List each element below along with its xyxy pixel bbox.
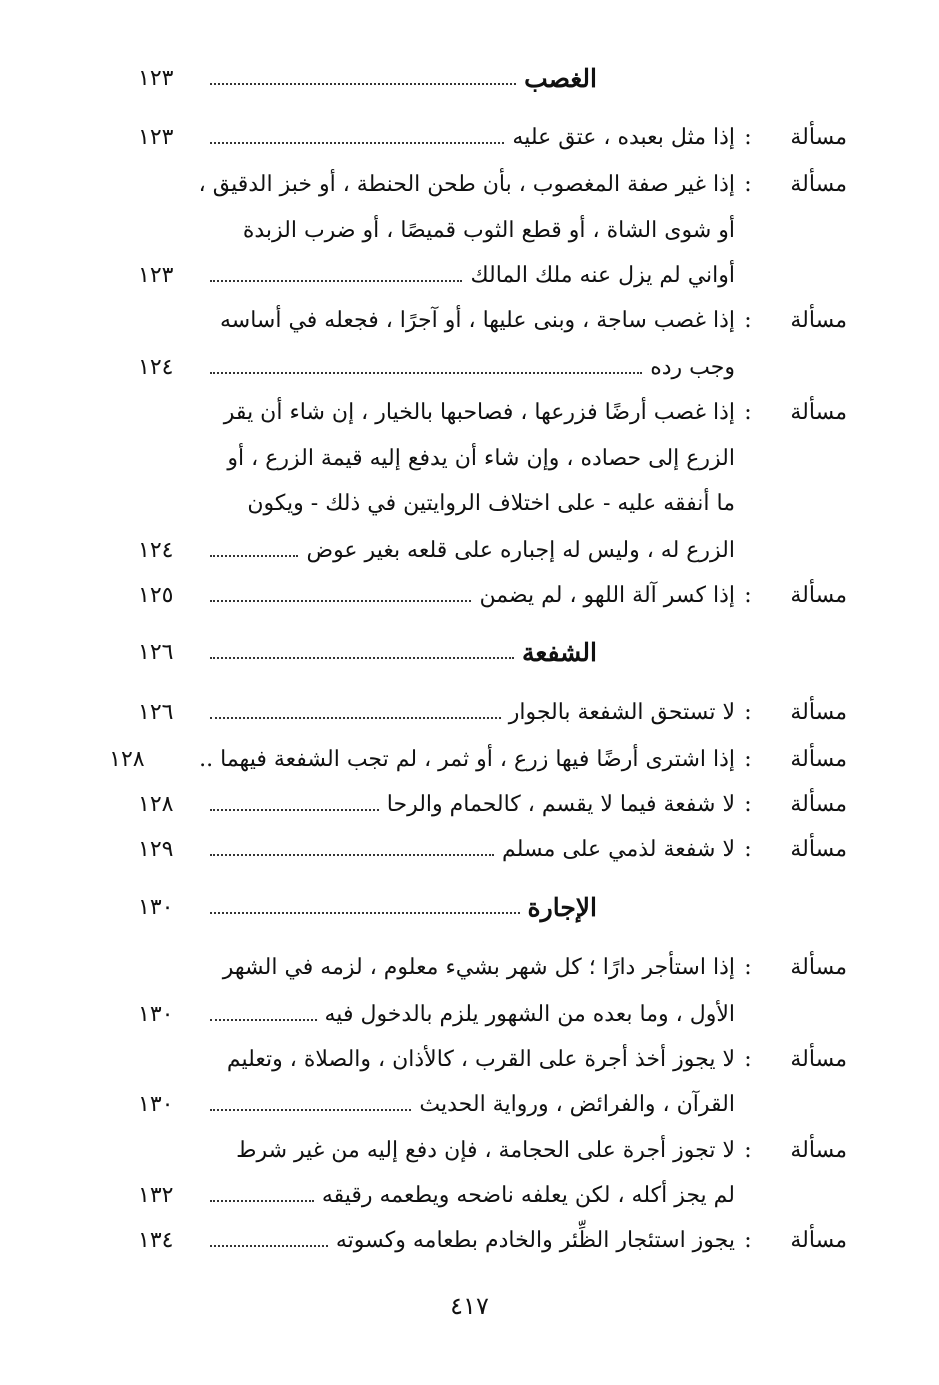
- page-number: ١٢٣: [138, 124, 174, 150]
- page-number: ١٢٣: [138, 65, 174, 91]
- entry-label: مسألة: [790, 699, 847, 725]
- index-entry-continuation: [138, 345, 847, 389]
- leader-dots: [210, 1019, 317, 1021]
- index-entry-continuation: [138, 528, 847, 572]
- entry-label: مسألة: [790, 124, 847, 150]
- entry-text: الأول ، وما بعده من الشهور يلزم بالدخول فيه: [324, 1001, 735, 1027]
- index-entry-continuation: [138, 481, 847, 525]
- entry-label: مسألة: [790, 1227, 847, 1253]
- entry-label: مسألة: [790, 1046, 847, 1072]
- page-number: ١٢٨: [138, 791, 174, 817]
- page-number: ١٢٦: [138, 639, 174, 665]
- entry-text: إذا كسر آلة اللهو ، لم يضمن: [479, 582, 735, 608]
- entry-text: لا شفعة لذمي على مسلم: [502, 836, 735, 862]
- entry-label: مسألة: [790, 836, 847, 862]
- entry-text: ما أنفقه عليه - على اختلاف الروايتين في ذلك - ويكون: [247, 490, 735, 516]
- section-heading-shufa: [138, 630, 847, 674]
- entry-text: لم يجز أكله ، لكن يعلفه ناضحه ويطعمه رقيقه: [321, 1182, 735, 1208]
- index-entry: مسألة : إذا اشترى أرضًا فيها زرع ، أو ثمر ، لم تجب الشفعة فيهما .. ١٢٨: [109, 746, 847, 772]
- index-entry-continuation: [138, 1173, 847, 1217]
- page-number: ١٢٤: [138, 354, 174, 380]
- entry-text: الزرع إلى حصاده ، وإن شاء أن يدفع إليه قيمة الزرع ، أو: [227, 445, 735, 471]
- entry-label: مسألة: [790, 582, 847, 608]
- leader-dots: [210, 912, 520, 914]
- leader-dots: [210, 1109, 411, 1111]
- leader-dots: [181, 764, 191, 766]
- footer-page-number: ٤١٧: [450, 1292, 489, 1320]
- index-entry: مسألة : إذا غصب ساجة ، وبنى عليها ، أو آجرًا ، فجعله في أساسه: [219, 307, 847, 333]
- entry-text: القرآن ، والفرائض ، ورواية الحديث: [419, 1091, 735, 1117]
- page-number: ١٣٢: [138, 1182, 174, 1208]
- entry-text: يجوز استئجار الظِّئر والخادم بطعامه وكسوته: [335, 1227, 735, 1253]
- index-entry-continuation: [138, 992, 847, 1036]
- entry-text: لا تستحق الشفعة بالجوار: [508, 699, 735, 725]
- index-entry: مسألة : لا تستحق الشفعة بالجوار ١٢٦: [138, 699, 847, 725]
- entry-text: أواني لم يزل عنه ملك المالك: [470, 262, 735, 288]
- leader-dots: [210, 372, 642, 374]
- index-entry: مسألة : إذا غصب أرضًا فزرعها ، فصاحبها بالخيار ، إن شاء أن يقر: [223, 399, 847, 425]
- page-number: ١٢٨: [109, 746, 145, 772]
- entry-text: إذا مثل بعبده ، عتق عليه: [512, 124, 735, 150]
- entry-text: إذا استأجر دارًا ؛ كل شهر بشيء معلوم ، لزمه في الشهر: [222, 954, 735, 980]
- entry-text: لا يجوز أخذ أجرة على القرب ، كالأذان ، والصلاة ، وتعليم: [226, 1046, 735, 1072]
- page-number: ١٢٤: [138, 537, 174, 563]
- index-entry: مسألة : إذا كسر آلة اللهو ، لم يضمن ١٢٥: [138, 582, 847, 608]
- entry-label: مسألة: [790, 791, 847, 817]
- section-title: الشفعة: [522, 637, 597, 667]
- index-entry: مسألة : إذا استأجر دارًا ؛ كل شهر بشيء معلوم ، لزمه في الشهر: [222, 954, 847, 980]
- page-number: ١٢٥: [138, 582, 174, 608]
- index-entry: مسألة : إذا غير صفة المغصوب ، بأن طحن الحنطة ، أو خبز الدقيق ،: [198, 171, 847, 197]
- section-title: الغصب: [524, 63, 597, 93]
- index-entry-continuation: [138, 253, 847, 297]
- index-entry: مسألة : لا يجوز أخذ أجرة على القرب ، كالأذان ، والصلاة ، وتعليم: [226, 1046, 847, 1072]
- leader-dots: [210, 717, 501, 719]
- page-number: ١٣٤: [138, 1227, 174, 1253]
- section-heading-ghasb: [138, 56, 847, 100]
- page-number: ١٢٩: [138, 836, 174, 862]
- entry-text: إذا غصب ساجة ، وبنى عليها ، أو آجرًا ، فجعله في أساسه: [219, 307, 735, 333]
- index-entry-continuation: [138, 1082, 847, 1126]
- leader-dots: [210, 600, 471, 602]
- section-title: الإجارة: [527, 892, 597, 922]
- entry-text: أو شوى الشاة ، أو قطع الثوب قميصًا ، أو ضرب الزبدة: [242, 217, 735, 243]
- entry-text: لا تجوز أجرة على الحجامة ، فإن دفع إليه من غير شرط: [236, 1137, 735, 1163]
- leader-dots: [210, 142, 504, 144]
- page-number: ١٣٠: [138, 1001, 174, 1027]
- entry-label: مسألة: [790, 746, 847, 772]
- leader-dots: [210, 280, 462, 282]
- index-entry: مسألة : يجوز استئجار الظِّئر والخادم بطعامه وكسوته ١٣٤: [138, 1227, 847, 1253]
- entry-label: مسألة: [790, 171, 847, 197]
- leader-dots: [210, 1245, 328, 1247]
- entry-text: وجب رده: [650, 354, 735, 380]
- entry-label: مسألة: [790, 399, 847, 425]
- entry-text: الزرع له ، وليس له إجباره على قلعه بغير عوض: [306, 537, 735, 563]
- index-entry: مسألة : لا شفعة لذمي على مسلم ١٢٩: [138, 836, 847, 862]
- entry-text: إذا اشترى أرضًا فيها زرع ، أو ثمر ، لم تجب الشفعة فيهما ..: [199, 746, 735, 772]
- index-entry: مسألة : إذا مثل بعبده ، عتق عليه ١٢٣: [138, 124, 847, 150]
- entry-label: مسألة: [790, 954, 847, 980]
- entry-text: إذا غصب أرضًا فزرعها ، فصاحبها بالخيار ، إن شاء أن يقر: [223, 399, 735, 425]
- leader-dots: [210, 854, 494, 856]
- page-number: ١٣٠: [138, 1091, 174, 1117]
- index-entry-continuation: [138, 208, 847, 252]
- entry-label: مسألة: [790, 1137, 847, 1163]
- page-number: ١٢٣: [138, 262, 174, 288]
- leader-dots: [210, 809, 379, 811]
- page-number: ١٣٠: [138, 894, 174, 920]
- section-heading-ijara: [138, 885, 847, 929]
- entry-text: إذا غير صفة المغصوب ، بأن طحن الحنطة ، أو خبز الدقيق ،: [198, 171, 735, 197]
- leader-dots: [210, 657, 514, 659]
- leader-dots: [210, 1200, 314, 1202]
- index-entry-continuation: [138, 436, 847, 480]
- index-entry: مسألة : لا شفعة فيما لا يقسم ، كالحمام والرحا ١٢٨: [138, 791, 847, 817]
- entry-text: لا شفعة فيما لا يقسم ، كالحمام والرحا: [386, 791, 735, 817]
- leader-dots: [210, 555, 298, 557]
- page-number: ١٢٦: [138, 699, 174, 725]
- leader-dots: [210, 83, 516, 85]
- entry-label: مسألة: [790, 307, 847, 333]
- index-entry: مسألة : لا تجوز أجرة على الحجامة ، فإن دفع إليه من غير شرط: [236, 1137, 847, 1163]
